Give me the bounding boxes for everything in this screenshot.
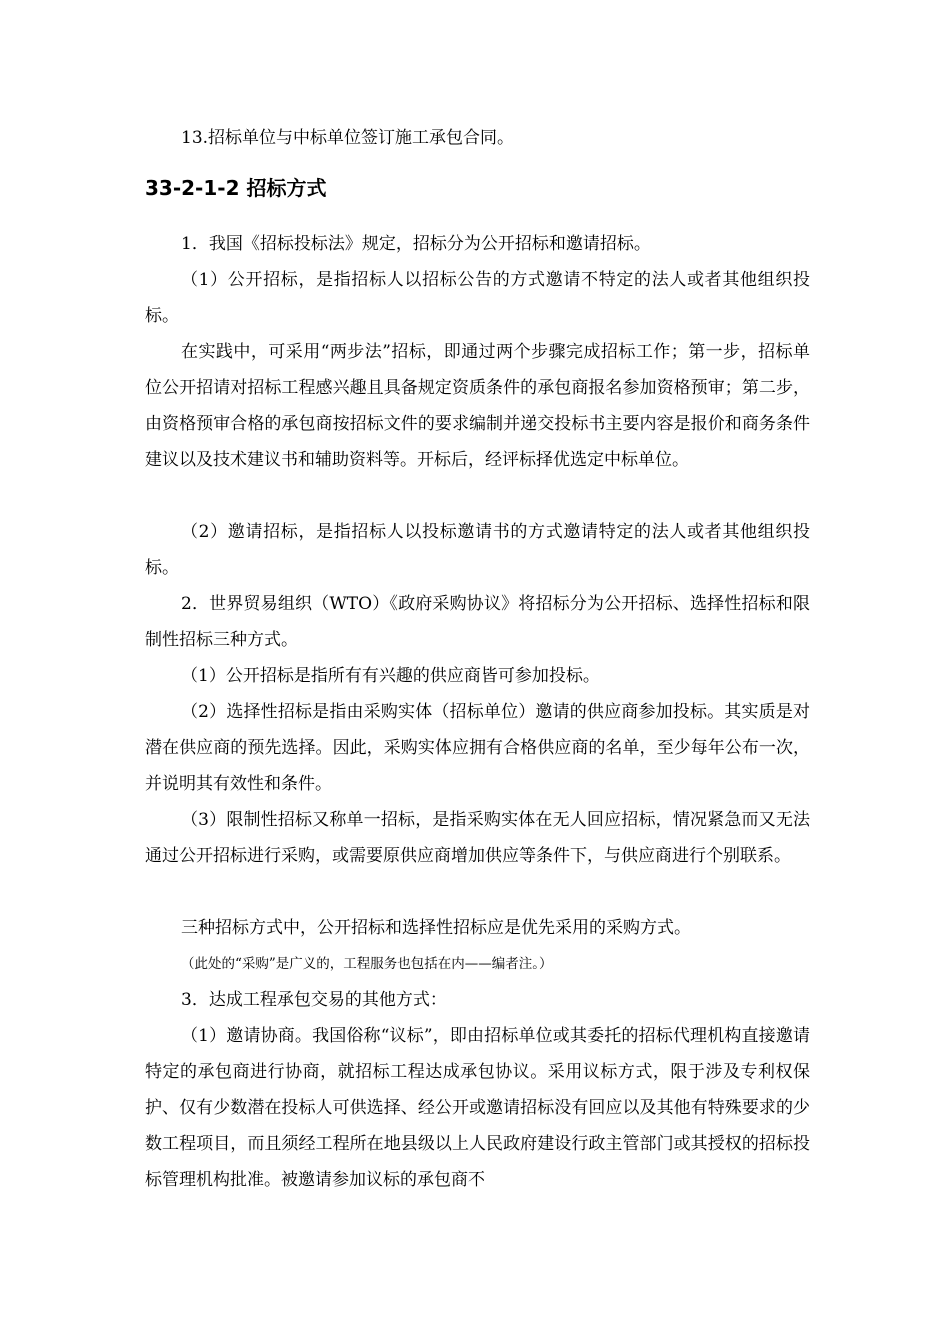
- paragraph-wto: 2．世界贸易组织（WTO）《政府采购协议》将招标分为公开招标、选择性招标和限制性招标三种方式。: [145, 594, 810, 650]
- paragraph-other-methods: 3．达成工程承包交易的其他方式：: [181, 990, 447, 1010]
- paragraph-two-step: 在实践中，可采用“两步法”招标，即通过两个步骤完成招标工作；第一步，招标单位公开招请对招标工程感兴趣且具备规定资质条件的承包商报名参加资格预审；第二步，由资格预审合格的承包商按招标文件的要求编制并递交投标书主要内容是报价和商务条件建议以及技术建议书和辅助资料等。开标后，经评标择优选定中标单位。: [145, 342, 810, 470]
- section-heading: 33-2-1-2 招标方式: [145, 176, 327, 200]
- paragraph-negotiation: （1）邀请协商。我国俗称“议标”，即由招标单位或其委托的招标代理机构直接邀请特定的承包商进行协商，就招标工程达成承包协议。采用议标方式，限于涉及专利权保护、仅有少数潜在投标人可供选择、经公开或邀请招标没有回应以及其他有特殊要求的少数工程项目，而且须经工程所在地县级以上人民政府建设行政主管部门或其授权的招标投标管理机构批准。被邀请参加议标的承包商不: [145, 1026, 810, 1190]
- paragraph-step-13: 13.招标单位与中标单位签订施工承包合同。: [181, 128, 515, 148]
- paragraph-open-tender: （1）公开招标，是指招标人以招标公告的方式邀请不特定的法人或者其他组织投标。: [145, 270, 810, 326]
- editor-note: （此处的“采购”是广义的，工程服务也包括在内——编者注。）: [181, 956, 553, 972]
- paragraph-1: 1．我国《招标投标法》规定，招标分为公开招标和邀请招标。: [181, 234, 651, 254]
- paragraph-limited: （3）限制性招标又称单一招标，是指采购实体在无人回应招标，情况紧急而又无法通过公开招标进行采购，或需要原供应商增加供应等条件下，与供应商进行个别联系。: [145, 810, 810, 866]
- paragraph-selective: （2）选择性招标是指由采购实体（招标单位）邀请的供应商参加投标。其实质是对潜在供应商的预先选择。因此，采购实体应拥有合格供应商的名单，至少每年公布一次，并说明其有效性和条件。: [145, 702, 810, 794]
- paragraph-invited-tender: （2）邀请招标，是指招标人以投标邀请书的方式邀请特定的法人或者其他组织投标。: [145, 522, 810, 578]
- paragraph-wto-open: （1）公开招标是指所有有兴趣的供应商皆可参加投标。: [181, 666, 600, 686]
- paragraph-priority: 三种招标方式中，公开招标和选择性招标应是优先采用的采购方式。: [181, 918, 691, 938]
